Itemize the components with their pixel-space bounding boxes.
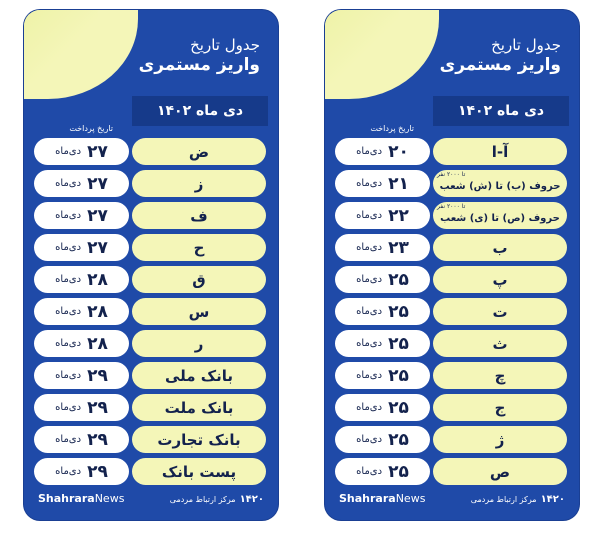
day-pill (34, 458, 129, 485)
day-number: ۲۵ (388, 365, 409, 386)
folded-corner (24, 10, 138, 99)
day-pill (335, 266, 430, 293)
month-word: دی‌ماه (356, 274, 383, 285)
letter-text: حروف (ص) تا (ی) شعب (440, 213, 560, 224)
table-row (335, 138, 567, 165)
table-row (335, 330, 567, 357)
brand-name: Shahrara (38, 492, 95, 505)
month-word: دی‌ماه (356, 434, 383, 445)
day-pill (335, 426, 430, 453)
table-row (34, 362, 266, 389)
pay-date-label: تاریخ پرداخت (370, 124, 414, 133)
letter-pill: س (132, 298, 266, 325)
schedule-card-right (325, 10, 579, 520)
contact-info (170, 494, 264, 505)
contact-number: ۱۴۲۰ (239, 494, 264, 505)
month-word: دی‌ماه (55, 210, 82, 221)
table-row (335, 426, 567, 453)
card-title (440, 36, 561, 76)
contact-number: ۱۴۲۰ (540, 494, 565, 505)
letter-pill: بانک تجارت (132, 426, 266, 453)
day-number: ۲۵ (388, 301, 409, 322)
title-line2: واریز مستمری (439, 55, 561, 75)
month-word: دی‌ماه (356, 466, 383, 477)
month-word: دی‌ماه (55, 146, 82, 157)
day-pill (34, 266, 129, 293)
month-word: دی‌ماه (356, 370, 383, 381)
letter-pill: چ (433, 362, 567, 389)
letter-pill: ج (433, 394, 567, 421)
day-number: ۲۷ (87, 237, 108, 258)
letter-pill: پست بانک (132, 458, 266, 485)
day-pill (34, 426, 129, 453)
letter-pill: ب (433, 234, 567, 261)
brand-name: Shahrara (339, 492, 396, 505)
letter-pill: ق (132, 266, 266, 293)
letter-pill: ث (433, 330, 567, 357)
table-row (34, 394, 266, 421)
day-pill (335, 330, 430, 357)
day-number: ۲۷ (87, 205, 108, 226)
day-pill (34, 362, 129, 389)
letter-pill (433, 202, 567, 229)
letter-pill: آ-ا (433, 138, 567, 165)
table-row (335, 362, 567, 389)
month-word: دی‌ماه (356, 210, 383, 221)
day-pill (34, 298, 129, 325)
letter-pill: ز (132, 170, 266, 197)
month-word: دی‌ماه (55, 242, 82, 253)
day-number: ۲۹ (87, 397, 108, 418)
day-number: ۲۵ (388, 269, 409, 290)
day-number: ۲۵ (388, 397, 409, 418)
month-word: دی‌ماه (356, 402, 383, 413)
month-word: دی‌ماه (55, 402, 82, 413)
title-line1: جدول تاریخ (491, 36, 561, 54)
letter-pill: ت (433, 298, 567, 325)
table-row (335, 458, 567, 485)
table-row (34, 298, 266, 325)
date-banner: دی ماه ۱۴۰۲ (132, 96, 268, 126)
month-word: دی‌ماه (356, 146, 383, 157)
day-number: ۲۹ (87, 365, 108, 386)
letter-pill: بانک ملت (132, 394, 266, 421)
card-footer (24, 492, 278, 512)
month-word: دی‌ماه (356, 242, 383, 253)
month-word: دی‌ماه (55, 274, 82, 285)
day-pill (335, 458, 430, 485)
table-row (335, 234, 567, 261)
day-number: ۲۸ (87, 301, 108, 322)
day-pill (335, 170, 430, 197)
day-pill (335, 394, 430, 421)
day-number: ۲۰ (388, 141, 409, 162)
letter-pill: ژ (433, 426, 567, 453)
month-word: دی‌ماه (356, 178, 383, 189)
day-number: ۲۵ (388, 333, 409, 354)
row-note: تا ۲۰۰۰ نفر (437, 203, 466, 210)
letter-pill: ض (132, 138, 266, 165)
table-row (34, 458, 266, 485)
table-row (34, 202, 266, 229)
table-row (335, 170, 567, 197)
table-row (34, 234, 266, 261)
day-pill (34, 202, 129, 229)
letter-pill: ح (132, 234, 266, 261)
day-number: ۲۲ (388, 205, 409, 226)
day-pill (34, 394, 129, 421)
table-row (335, 266, 567, 293)
brand-suffix: News (94, 492, 125, 505)
letter-pill: ر (132, 330, 266, 357)
table-row (34, 426, 266, 453)
contact-text: مرکز ارتباط مردمی (470, 495, 537, 504)
month-word: دی‌ماه (55, 178, 82, 189)
day-number: ۲۹ (87, 461, 108, 482)
brand-logo (38, 492, 124, 505)
table-row (335, 394, 567, 421)
table-row (34, 266, 266, 293)
letter-pill (433, 170, 567, 197)
row-note: تا ۲۰۰۰ نفر (437, 171, 466, 178)
schedule-card-left (24, 10, 278, 520)
date-banner: دی ماه ۱۴۰۲ (433, 96, 569, 126)
day-pill (34, 330, 129, 357)
letter-text: حروف (ب) تا (ش) شعب (439, 181, 561, 192)
letter-pill: پ (433, 266, 567, 293)
month-word: دی‌ماه (55, 338, 82, 349)
day-number: ۲۷ (87, 173, 108, 194)
day-pill (34, 138, 129, 165)
day-number: ۲۳ (388, 237, 409, 258)
day-pill (335, 234, 430, 261)
day-pill (335, 138, 430, 165)
table-row (34, 138, 266, 165)
table-row (34, 330, 266, 357)
day-number: ۲۵ (388, 461, 409, 482)
day-pill (34, 170, 129, 197)
contact-info (471, 494, 565, 505)
folded-corner (325, 10, 439, 99)
day-pill (335, 362, 430, 389)
brand-logo (339, 492, 425, 505)
day-pill (34, 234, 129, 261)
day-pill (335, 298, 430, 325)
month-word: دی‌ماه (356, 338, 383, 349)
contact-text: مرکز ارتباط مردمی (169, 495, 236, 504)
card-title (139, 36, 260, 76)
letter-pill: ص (433, 458, 567, 485)
letter-pill: ف (132, 202, 266, 229)
month-word: دی‌ماه (356, 306, 383, 317)
day-number: ۲۱ (388, 173, 409, 194)
day-number: ۲۹ (87, 429, 108, 450)
title-line2: واریز مستمری (138, 55, 260, 75)
month-word: دی‌ماه (55, 466, 82, 477)
day-number: ۲۸ (87, 333, 108, 354)
day-number: ۲۸ (87, 269, 108, 290)
card-footer (325, 492, 579, 512)
day-pill (335, 202, 430, 229)
table-row (335, 298, 567, 325)
day-number: ۲۷ (87, 141, 108, 162)
month-word: دی‌ماه (55, 434, 82, 445)
pay-date-label: تاریخ پرداخت (69, 124, 113, 133)
day-number: ۲۵ (388, 429, 409, 450)
title-line1: جدول تاریخ (190, 36, 260, 54)
table-row (335, 202, 567, 229)
month-word: دی‌ماه (55, 370, 82, 381)
letter-pill: بانک ملی (132, 362, 266, 389)
month-word: دی‌ماه (55, 306, 82, 317)
table-row (34, 170, 266, 197)
brand-suffix: News (395, 492, 426, 505)
